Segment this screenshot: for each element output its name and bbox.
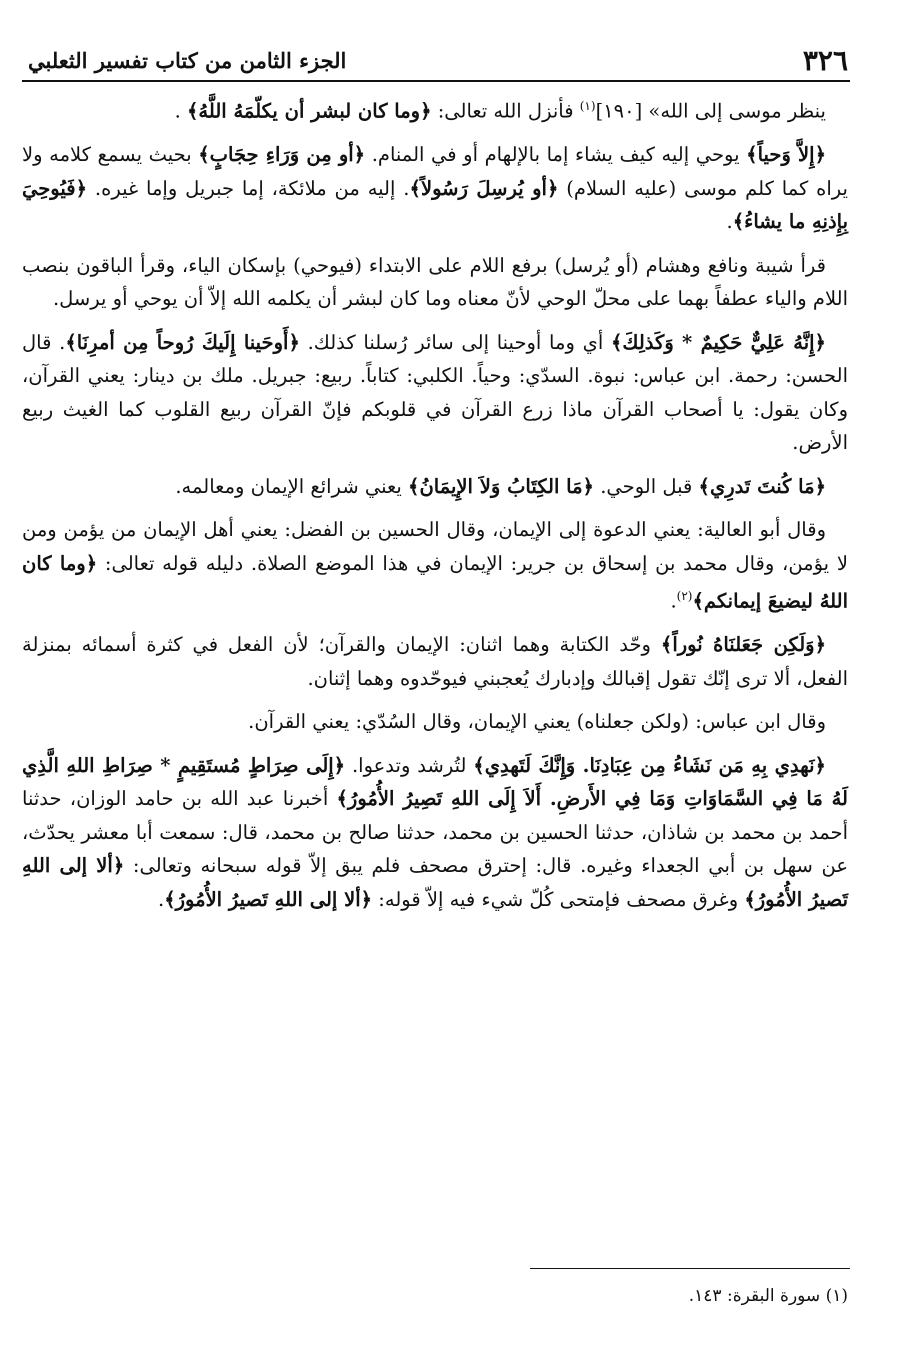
quran-quote: ﴿أو مِن وَرَاءِ حِجَابٍ﴾	[198, 143, 366, 166]
footnote-rule	[530, 1268, 850, 1269]
footnote-marker: (٢)	[676, 589, 693, 603]
paragraph-text: قرأ شيبة ونافع وهشام (أو يُرسل) برفع اللام على الابتداء (فيوحي) بإسكان الياء، وقرأ الباقون بنصب اللام والياء عطفاً بهما على محلّ الوحي لأنّ معناه وما كان لبشر أن يكلمه الله إلاّ أن يوحي أو يرسل.	[22, 253, 848, 310]
quran-quote: ﴿وما كان لبشر أن يكلّمَهُ اللَّهُ﴾	[186, 99, 432, 123]
page-header	[28, 38, 848, 78]
quran-quote: ﴿ألا إلى اللهِ تَصيرُ الأُمُورُ﴾	[22, 854, 848, 911]
quran-quote: ﴿مَا الكِتَابُ وَلاَ الإِيمَانُ﴾	[408, 474, 594, 498]
paragraph	[22, 513, 848, 618]
paragraph-text: يوحي إليه كيف يشاء إما بالإلهام أو في المنام.	[365, 143, 747, 166]
paragraph-text: وقال أبو العالية: يعني الدعوة إلى الإيمان، وقال الحسين بن الفضل: يعني أهل الإيمان من يؤمن ومن لا يؤمن، وقال محمد بن إسحاق بن جرير: الإيمان في هذا الموضع الصلاة. دليله قوله تعالى:	[22, 518, 848, 575]
quran-quote: ﴿إِنَّهُ عَلِيٌّ حَكِيمٌ * وَكَذلِكَ﴾	[611, 330, 826, 354]
header-rule	[22, 80, 850, 82]
body-text	[22, 90, 848, 926]
paragraph-text: بحيث يسمع كلامه ولا يراه كما كلم موسى (عليه السلام)	[22, 143, 848, 200]
paragraph	[22, 749, 848, 917]
quran-quote: ﴿إِلَى صِرَاطٍ مُستَقِيمٍ * صِرَاطِ اللهِ الَّذِي لَهُ مَا فِي السَّمَاوَاتِ وَمَا فِي الأَرضِ. أَلاَ إِلَى اللهِ تَصِيرُ الأُمُورُ﴾	[22, 753, 848, 810]
paragraph-text: .	[158, 887, 165, 911]
paragraph-text: . إليه من ملائكة، إما جبريل وإما غيره.	[87, 176, 410, 200]
paragraph-text: . قال الحسن: رحمة. ابن عباس: نبوة. السدّي: وحياً. الكلبي: كتاباً. ربيع: جبريل. ملك بن دينار: يعني القرآن، وكان يقول: يا أصحاب القرآن ماذا زرع القرآن في قلوبكم فإنّ القرآن ربيع القلوب كما الغيث ربيع الأرض.	[22, 330, 848, 454]
paragraph	[22, 90, 848, 128]
quran-quote: ﴿فَيُوحِيَ بِإِذنِهِ ما يشاءُ﴾	[22, 176, 848, 233]
paragraph-text: وغرق مصحف فإمتحى كُلّ شيء فيه إلاّ قوله:	[372, 887, 745, 911]
paragraph	[22, 628, 848, 695]
paragraph-text: .	[726, 210, 733, 233]
footnote-marker: (١)	[579, 99, 596, 113]
quran-quote: ﴿نَهدِي بِهِ مَن نَشَاءُ مِن عِبَادِنَا. وَإِنَّكَ لَتَهدِي﴾	[473, 753, 826, 777]
running-title: الجزء الثامن من كتاب تفسير الثعلبي	[28, 48, 347, 73]
paragraph	[22, 470, 848, 504]
paragraph	[22, 249, 848, 316]
paragraph-text: أخبرنا عبد الله بن حامد الوزان، حدثنا أحمد بن محمد بن شاذان، حدثنا الحسين بن محمد، حدثنا صالح بن محمد، قال: سمعت أبا معشر يحدّث، عن سهل بن أبي الجعداء وغيره. قال: إحترق مصحف فلم يبق إلاّ قوله سبحانه وتعالى:	[22, 787, 848, 877]
paragraph-text: لتُرشد وتدعوا.	[345, 753, 474, 777]
paragraph	[22, 705, 848, 739]
page-number: ٣٢٦	[802, 44, 848, 77]
paragraph-text: يعني شرائع الإيمان ومعالمه.	[175, 474, 409, 498]
paragraph-text: فأنزل الله تعالى:	[431, 99, 580, 123]
paragraph-text: وقال ابن عباس: (ولكن جعلناه) يعني الإيمان، وقال السُدّي: يعني القرآن.	[248, 710, 826, 733]
paragraph-text: أي وما أوحينا إلى سائر رُسلنا كذلك.	[299, 330, 611, 354]
quran-quote: ﴿ألا إلى اللهِ تَصيرُ الأُمُورُ﴾	[164, 887, 373, 911]
quran-quote: ﴿إِلاَّ وَحياً﴾	[746, 143, 827, 166]
paragraph	[22, 138, 848, 239]
paragraph-text: .	[174, 99, 187, 123]
quran-quote: ﴿وما كان اللهُ ليضيعَ إيمانكم﴾	[22, 551, 848, 613]
quran-quote: ﴿مَا كُنتَ تَدرِي﴾	[698, 474, 826, 498]
footnote: (١) سورة البقرة: ١٤٣.	[688, 1286, 848, 1306]
paragraph-text: قبل الوحي.	[594, 474, 699, 498]
paragraph-text: .	[670, 589, 677, 613]
quran-quote: ﴿أو يُرسِلَ رَسُولاً﴾	[409, 176, 559, 200]
paragraph-text: وحّد الكتابة وهما اثنان: الإيمان والقرآن؛ لأن الفعل في كثرة أسمائه بمنزلة الفعل، ألا ترى إنّك تقول إقبالك وإدبارك يُعجبني فيوحّدوه وهما إثنان.	[22, 633, 848, 690]
paragraph	[22, 326, 848, 460]
quran-quote: ﴿أَوحَينا إِلَيكَ رُوحاً مِن أمرِنَا﴾	[65, 330, 300, 354]
paragraph-text: ينظر موسى إلى الله» [١٩٠]	[595, 99, 826, 123]
quran-quote: ﴿وَلَكِن جَعَلنَاهُ نُوراً﴾	[660, 633, 827, 656]
